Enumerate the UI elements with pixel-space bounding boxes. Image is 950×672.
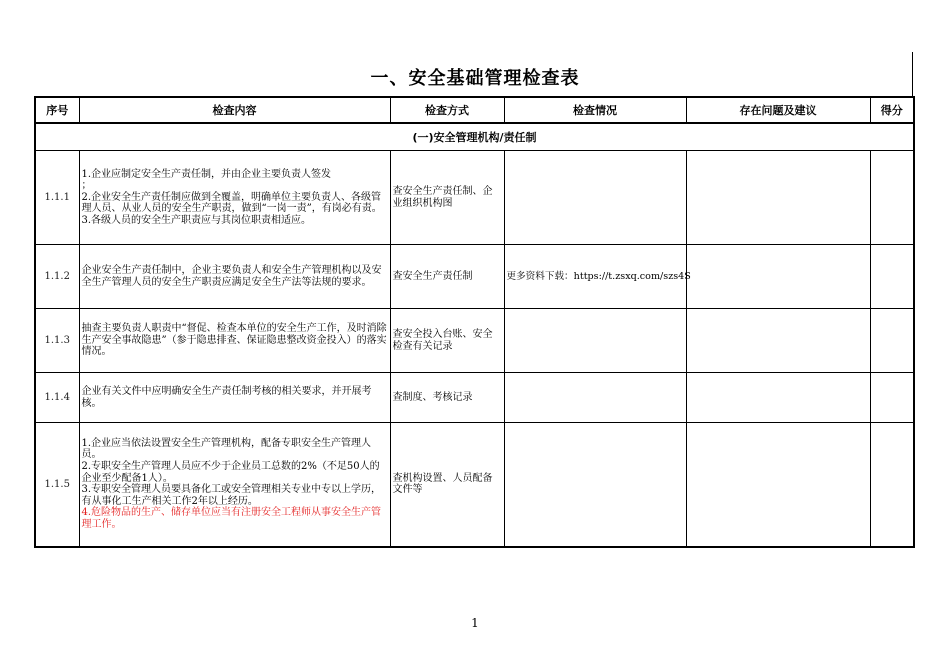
- section-title: (一)安全管理机构/责任制: [35, 123, 914, 151]
- content-line: 3.各级人员的安全生产职责应与其岗位职责相适应。: [81, 214, 312, 226]
- content-line: 3.专职安全管理人员要具备化工或安全管理相关专业中专以上学历，有从事化工生产相关工作2年以上经历。: [81, 484, 382, 507]
- checklist-table: [34, 96, 915, 548]
- col-header-issues: 存在问题及建议: [686, 97, 870, 123]
- header-row: [35, 97, 914, 123]
- issues-cell[interactable]: [686, 423, 870, 547]
- col-header-status: 检查情况: [504, 97, 686, 123]
- check-content: [79, 151, 390, 245]
- page-title: 一、安全基础管理检查表: [370, 68, 580, 89]
- row-number: 1.1.1: [35, 151, 79, 245]
- row-number: 1.1.5: [35, 423, 79, 547]
- score-cell[interactable]: [870, 309, 914, 373]
- section-row: [35, 123, 914, 151]
- issues-cell[interactable]: [686, 151, 870, 245]
- content-line: 抽查主要负责人职责中“督促、检查本单位的安全生产工作，及时消除生产安全事故隐患”（参于隐患排查、保证隐患整改资金投入）的落实情况。: [81, 323, 387, 358]
- content-line: 企业有关文件中应明确安全生产责任制考核的相关要求，并开展考核。: [81, 385, 372, 409]
- check-method: 查安全生产责任制: [390, 245, 504, 309]
- score-cell[interactable]: [870, 245, 914, 309]
- table-row: [35, 373, 914, 423]
- check-method: 查机构设置、人员配备文件等: [390, 423, 504, 547]
- check-content: [79, 309, 390, 373]
- content-line: 2.企业安全生产责任制应做到全覆盖，明确单位主要负责人、各级管理人员、从业人员的安全生产职责，做到“一岗一责”，有岗必有责。: [81, 191, 382, 215]
- score-cell[interactable]: [870, 373, 914, 423]
- check-method: 查制度、考核记录: [390, 373, 504, 423]
- issues-cell[interactable]: [686, 309, 870, 373]
- check-content: [79, 245, 390, 309]
- check-status-cell[interactable]: [504, 373, 686, 423]
- check-content: [79, 373, 390, 423]
- issues-cell[interactable]: [686, 373, 870, 423]
- col-header-content: 检查内容: [79, 97, 390, 123]
- table-row: [35, 151, 914, 245]
- row-number: 1.1.4: [35, 373, 79, 423]
- row-number: 1.1.2: [35, 245, 79, 309]
- check-status-cell[interactable]: [504, 309, 686, 373]
- page-number: 1: [471, 616, 479, 630]
- check-status-cell[interactable]: [504, 151, 686, 245]
- content-line: 1.企业应制定安全生产责任制，并由企业主要负责人签发: [81, 168, 332, 180]
- check-content: [79, 423, 390, 547]
- col-header-no: 序号: [35, 97, 79, 123]
- table-row: [35, 245, 914, 309]
- content-line: ；: [81, 180, 92, 192]
- table-row: [35, 309, 914, 373]
- col-header-method: 检查方式: [390, 97, 504, 123]
- content-line: 1.企业应当依法设置安全生产管理机构，配备专职安全生产管理人员。: [81, 437, 372, 461]
- check-status-cell[interactable]: [504, 423, 686, 547]
- col-header-score: 得分: [870, 97, 914, 123]
- row-number: 1.1.3: [35, 309, 79, 373]
- score-cell[interactable]: [870, 423, 914, 547]
- content-line: 企业安全生产责任制中，企业主要负责人和安全生产管理机构以及安全生产管理人员的安全生产职责应满足安全生产法等法规的要求。: [81, 264, 382, 288]
- table-row: [35, 423, 914, 547]
- issues-cell[interactable]: [686, 245, 870, 309]
- check-method: 查安全投入台账、安全检查有关记录: [390, 309, 504, 373]
- content-line-highlight: 4.危险物品的生产、储存单位应当有注册安全工程师从事安全生产管理工作。: [81, 507, 382, 531]
- score-cell[interactable]: [870, 151, 914, 245]
- check-method: 查安全生产责任制、企业组织机构图: [390, 151, 504, 245]
- content-line: 2.专职安全生产管理人员应不少于企业员工总数的2%（不足50人的企业至少配备1人）。: [81, 461, 380, 484]
- check-status-cell[interactable]: 更多资料下载：https://t.zsxq.com/szs4S: [504, 245, 686, 309]
